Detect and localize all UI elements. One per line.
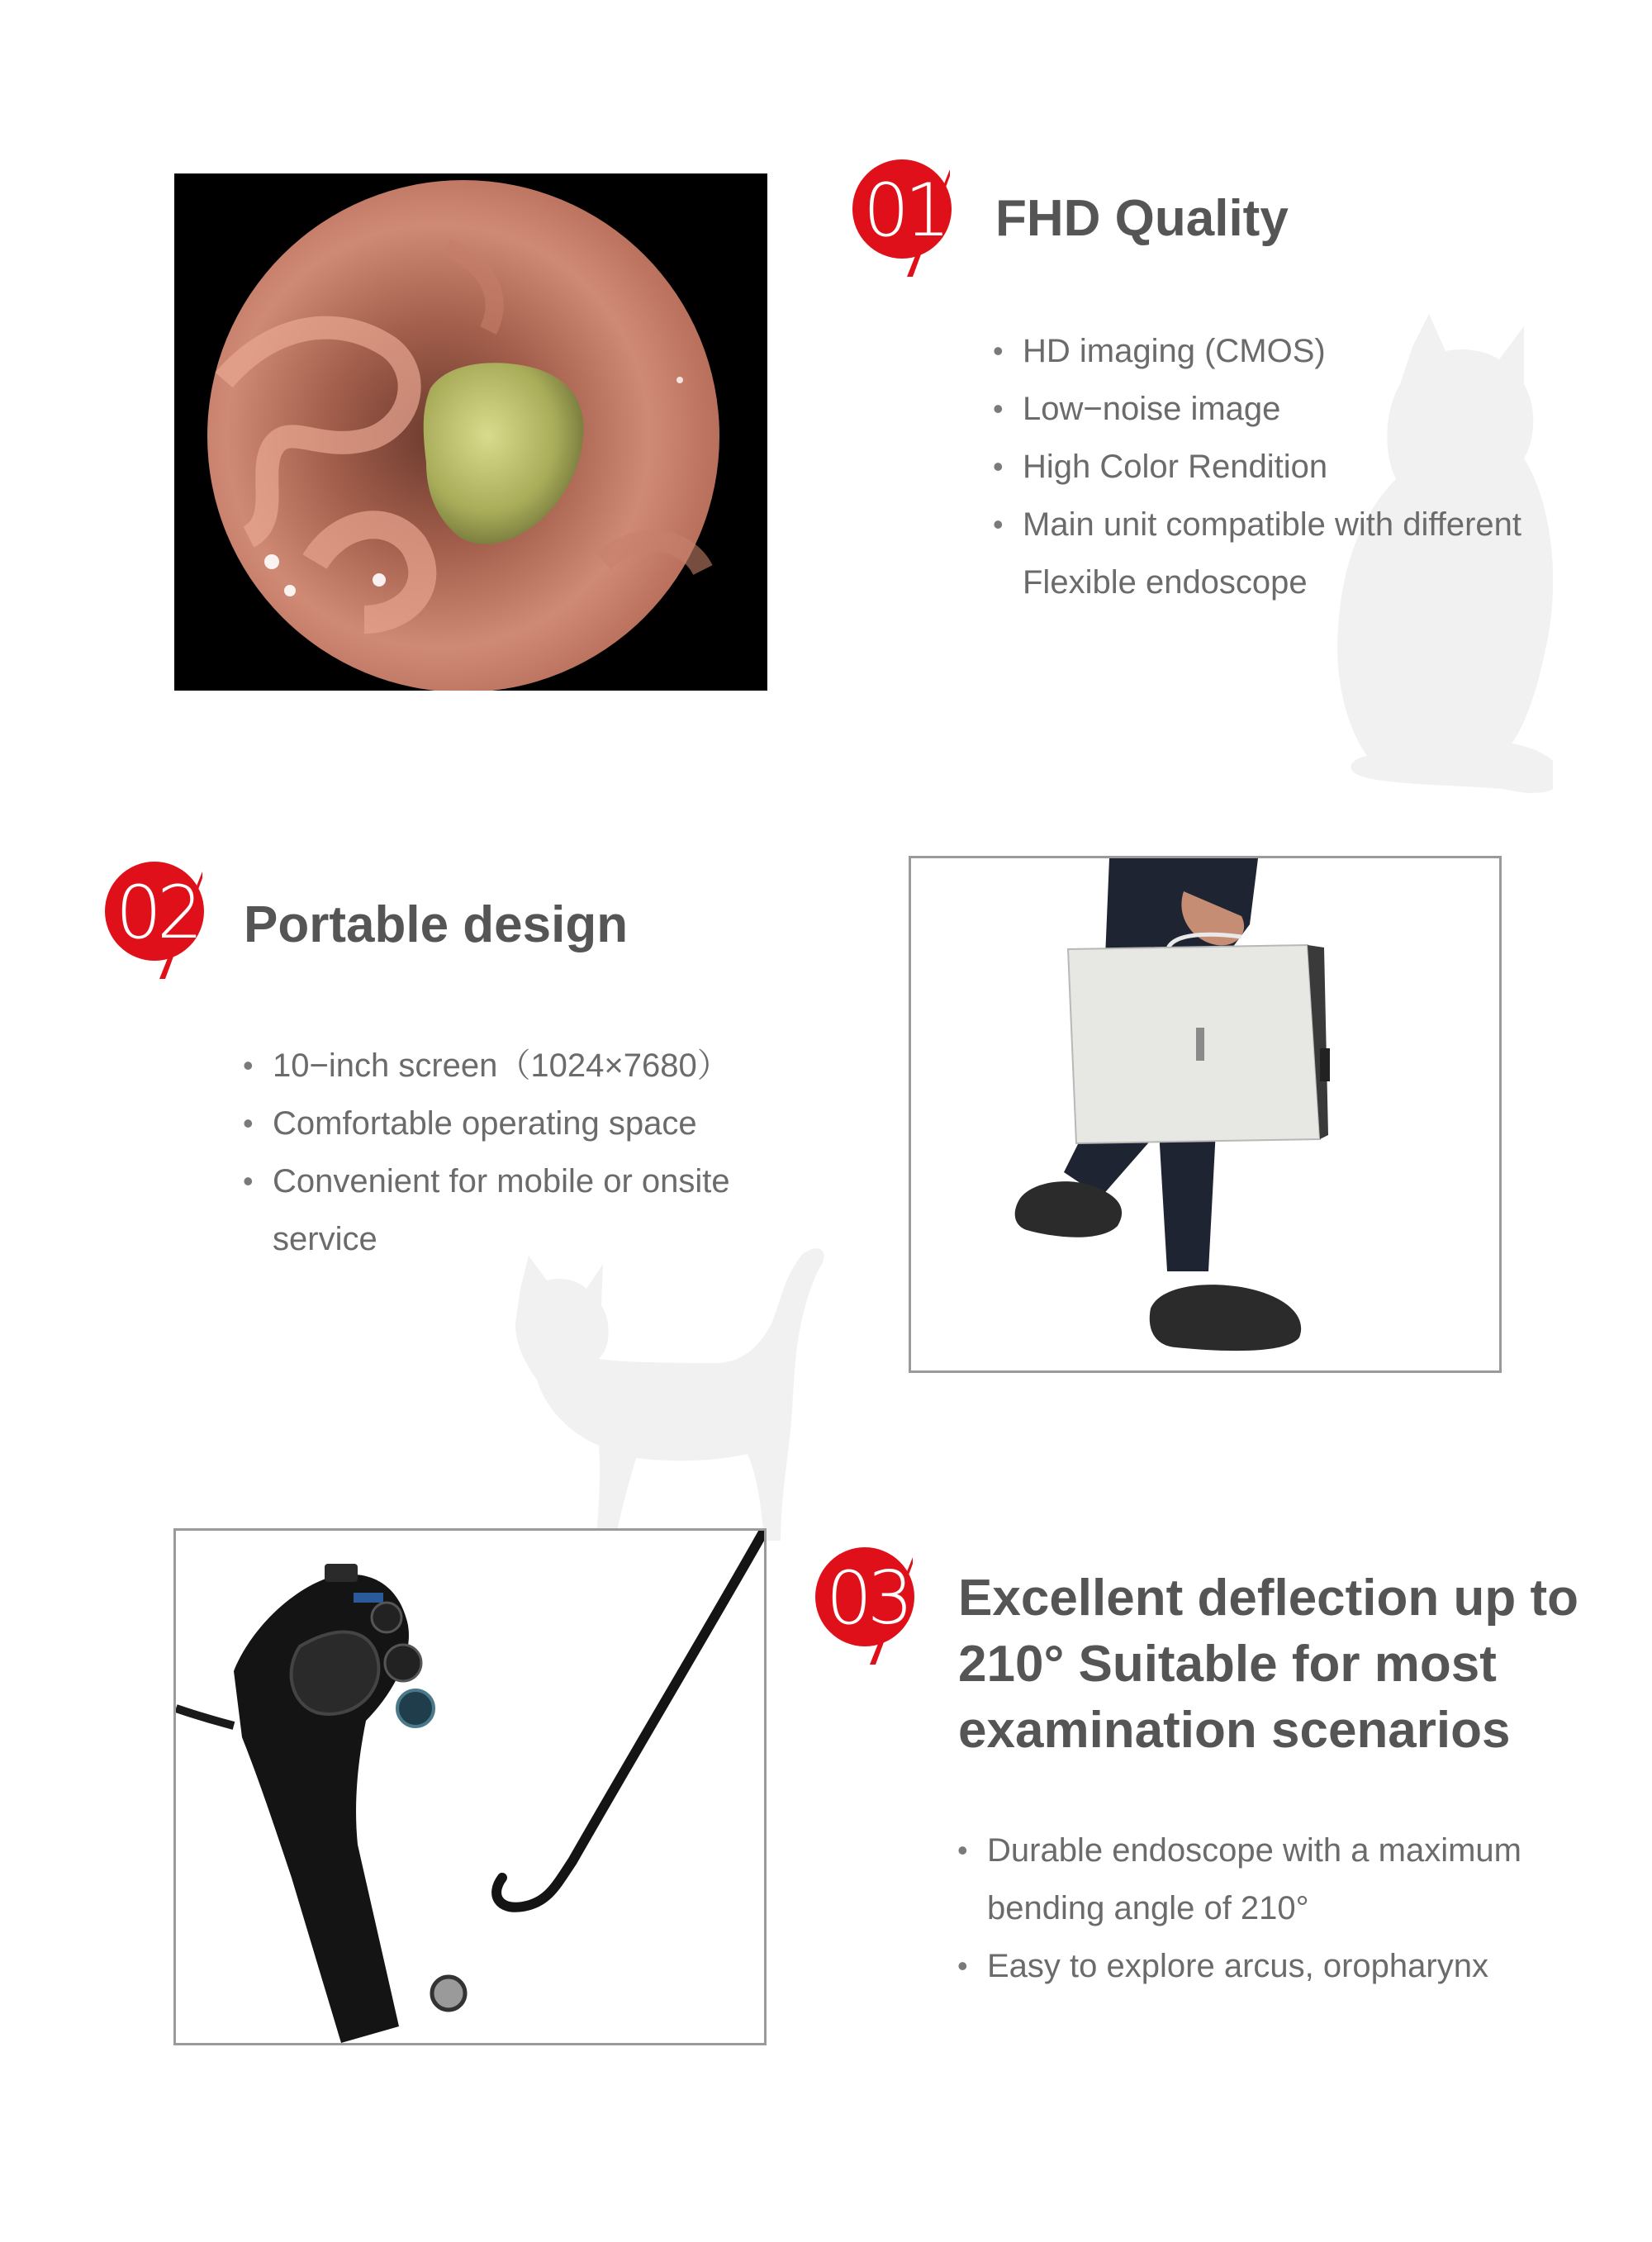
feature-title: Portable design — [244, 896, 629, 953]
bullet-icon: • — [993, 334, 1004, 368]
bullet-icon: • — [243, 1164, 254, 1198]
bullet-icon: • — [993, 449, 1004, 483]
cat-watermark-walking — [496, 1239, 843, 1553]
bullet-item: • Easy to explore arcus, oropharynx — [956, 1937, 1521, 1995]
bullet-icon: • — [993, 507, 1004, 541]
bullet-item-continued: service — [273, 1221, 377, 1257]
feature-number-badge — [814, 1541, 938, 1665]
bullet-item: • Low−noise image — [991, 380, 1521, 438]
bullet-icon: • — [243, 1048, 254, 1082]
feature-title-line: examination scenarios — [958, 1702, 1511, 1759]
feature-bullet-list — [991, 322, 1521, 611]
bullet-icon: • — [993, 392, 1004, 425]
bullet-icon: • — [243, 1106, 254, 1140]
bullet-item: • Comfortable operating space — [241, 1095, 730, 1152]
portable-unit-photo — [909, 856, 1502, 1373]
bullet-item: • 10−inch screen（1024×7680） — [241, 1037, 730, 1095]
bullet-item: • High Color Rendition — [991, 438, 1521, 496]
feature-number: 03 — [826, 1556, 909, 1641]
flexible-endoscope-photo — [173, 1528, 767, 2045]
feature-title — [958, 1565, 1578, 1764]
bullet-item-continued: bending angle of 210° — [987, 1890, 1309, 1926]
feature-number-badge — [103, 855, 227, 979]
bullet-icon: • — [957, 1949, 968, 1983]
feature-title: FHD Quality — [995, 190, 1289, 247]
bullet-item: • HD imaging (CMOS) — [991, 322, 1521, 380]
feature-number: 02 — [116, 870, 198, 955]
feature-title-line: Excellent deflection up to — [958, 1570, 1578, 1627]
bullet-item: • Main unit compatible with different — [991, 496, 1521, 553]
bullet-icon: • — [957, 1833, 968, 1867]
feature-bullet-list — [956, 1822, 1521, 1995]
bullet-item: • Convenient for mobile or onsite — [241, 1152, 730, 1210]
endoscopic-view-image — [174, 173, 767, 691]
bullet-item: • Durable endoscope with a maximum — [956, 1822, 1521, 1879]
feature-title-line: 210° Suitable for most — [958, 1636, 1497, 1693]
bullet-item-continued: Flexible endoscope — [1023, 564, 1308, 601]
feature-number-badge — [851, 153, 975, 277]
feature-number: 01 — [863, 168, 946, 253]
feature-bullet-list — [241, 1037, 730, 1268]
